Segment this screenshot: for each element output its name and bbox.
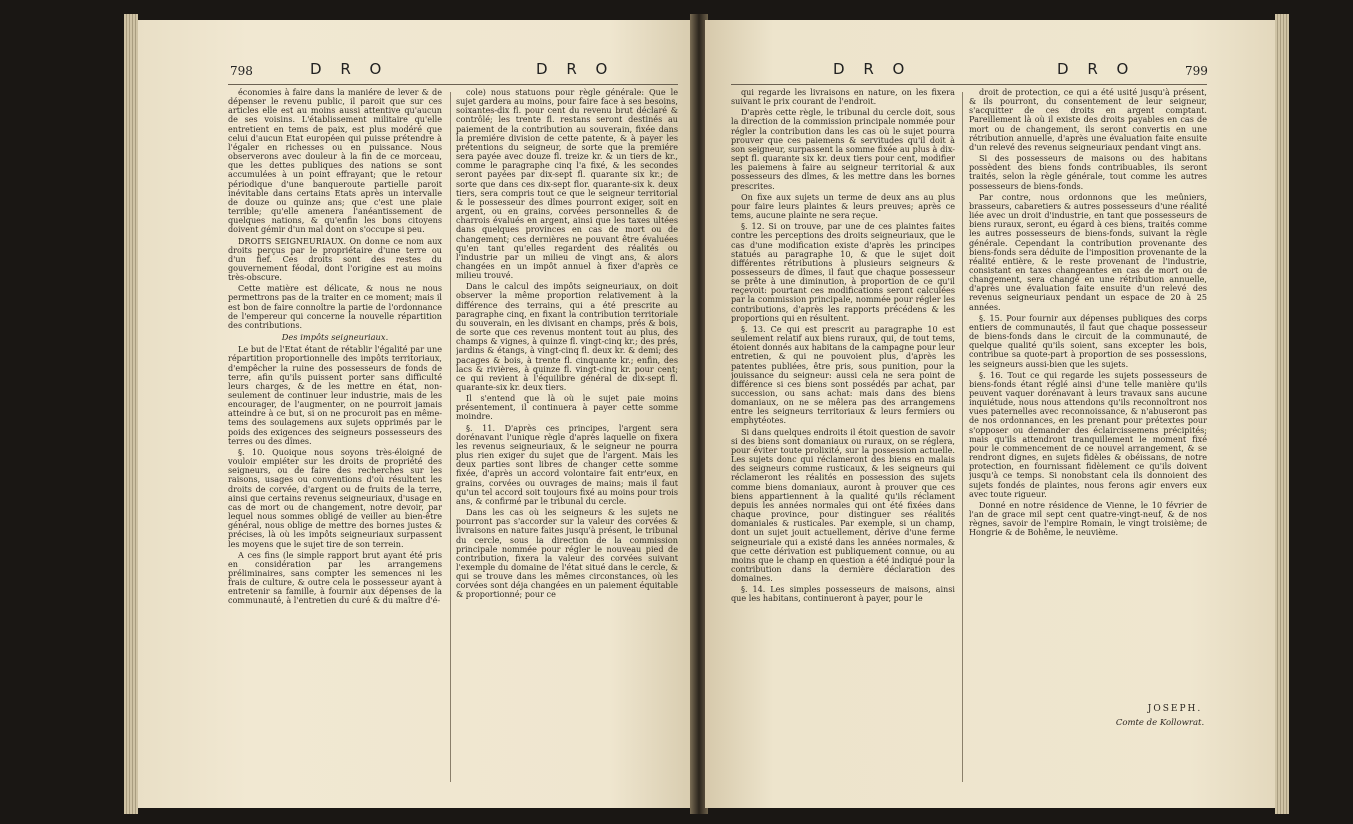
page-number: 799 xyxy=(1185,64,1208,78)
page-number: 798 xyxy=(230,64,253,78)
paragraph: §. 16. Tout ce qui regarde les sujets possesseurs de biens-fonds étant réglé ainsi d'une telle manière qu'ils peuvent vaquer dorénavant à leurs travaux sans aucune inquiétude, nous nous attendons qu'ils reconnoîtront nos vues paternelles avec reconnoissance, & n'abuseront pas de nos ordonnances, en les prenant pour prétextes pour s'opposer ou demander des éclaircissemens précipités; mais qu'ils attendront tranquillement le moment fixé pour le commencement de ce nouvel arrangement, & se rendront dignes, en sujets fidèles & obéissans, de notre protection, en fournissant fidèlement ce qu'ils doivent jusqu'à ce temps. Si nonobstant cela ils donnoient des sujets fondés de plaintes, nous ferons agir envers eux avec toute rigueur. xyxy=(969,369,1207,499)
paragraph: Dans les cas où les seigneurs & les sujets ne pourront pas s'accorder sur la valeur des corvées & livraisons en nature faites jusqu'à présent, le tribunal du cercle, sous la direction de la commission principale nommée pour régler le nouveau pied de contribution, fixera la valeur des corvées suivant l'exemple du domaine de l'état situé dans le cercle, & qui se trouve dans les mêmes circonstances, où les corvées sont déja changées en un paiement équitable & proportionné; pour ce xyxy=(456,507,678,600)
signature: JOSEPH. xyxy=(1147,704,1203,714)
paragraph: §. 14. Les simples possesseurs de maisons, ainsi que les habitans, continueront à payer, pour le xyxy=(731,584,955,604)
paragraph: D'après cette règle, le tribunal du cercle doit, sous la direction de la commission principale nommée pour régler la contribution dans les cas où le sujet pourra prouver que ces paiemens & servitudes qu'il doit à son seigneur, surpassent la somme fixée au plus à dix-sept fl. quarante six kr. deux tiers pour cent, modifier les paiemens à faire au seigneur territorial & aux possesseurs des dîmes, & les mettre dans les bornes prescrites. xyxy=(731,107,955,191)
paragraph: §. 15. Pour fournir aux dépenses publiques des corps entiers de communautés, il faut que chaque possesseur de biens-fonds dans le circuit de la communauté, de quelque qualité qu'ils soient, sans excepter les bois, contribue sa quote-part à proportion de ses possessions, les seigneurs aussi-bien que les sujets. xyxy=(969,312,1207,369)
left-page xyxy=(138,20,693,808)
paragraph: Donné en notre résidence de Vienne, le 10 février de l'an de grace mil sept cent quatre-vingt-neuf, & de nos règnes, savoir de l'empire Romain, le vingt troisième; de Hongrie & de Bohême, le neuvième. xyxy=(969,499,1207,538)
header-rule xyxy=(228,84,678,85)
paragraph: §. 12. Si on trouve, par une de ces plaintes faites contre les perceptions des droits seigneuriaux, que le cas d'une modification existe d'après les principes statués au paragraphe 10, & que le sujet doit différentes rétributions à plusieurs seigneurs & possesseurs de dîmes, il faut que chaque possesseur se prête à une diminution, à proportion de ce qu'il reçevoit: pourtant ces modifications seront calculées par la commission principale, nommée pour régler les contributions, d'après les rapports précédens & les proportions qui en résultent. xyxy=(731,221,955,323)
right-page xyxy=(705,20,1275,808)
paragraph: §. 13. Ce qui est prescrit au paragraphe 10 est seulement relatif aux biens ruraux, qui, de tout tems, étoient donnés aux habitans de la campagne pour leur entretien, & qui ne pouvoient plus, d'après les patentes publiées, être pris, sous punition, pour la jouissance du seigneur: aussi cela ne sera point de différence si ces biens sont possédés par achat, par succession, ou sans achat: mais dans des biens domaniaux, on ne se mêlera pas des arrangemens entre les seigneurs territoriaux & leurs fermiers ou emphytéotes. xyxy=(731,323,955,426)
left-page-column-2 xyxy=(456,88,678,788)
paragraph: Par contre, nous ordonnons que les meûniers, brasseurs, cabaretiers & autres possesseurs d'une réalité liée avec un droit d'industrie, en tant que possesseurs de biens ruraux, seront, eu égard à ces biens, traités comme les autres possesseurs de biens-fonds, suivant la règle générale. Cependant la contribution provenante des biens-fonds sera déduite de l'imposition provenante de la réalité entière, & le reste provenant de l'industrie, consistant en taxes changeantes en cas de mort ou de changement, sera changé en une rétribution annuelle, d'après une évaluation faite ensuite d'un relevé des revenus seigneuriaux pendant un espace de 20 à 25 années. xyxy=(969,191,1207,312)
paragraph: cole) nous statuons pour règle générale: Que le sujet gardera au moins, pour faire face à ses besoins, soixantes-dix fl. pour cent du revenu brut déclaré & contrôlé; les trente fl. restans seront destinés au paiement de la contribution au souverain, fixée dans la premiére division de cette patente, & à payer les prétentions du seigneur, de sorte que la premiére sera payée avec douze fl. treize kr. & un tiers de kr., comme le paragraphe cinq l'a fixé, & les secondes seront payées par dix-sept fl. quarante six kr.; de sorte que dans ces dix-sept flor. quarante-six k. deux tiers, sera compris tout ce que le seigneur territorial & le possesseur des dîmes pourront exiger, soit en argent, ou en grains, corvées personnelles & de charrois évalués en argent, ainsi que les taxes ultées dans quelques provinces en cas de mort ou de changement; ces dernières ne pouvant être évaluées qu'en tant qu'elles regardent des réalités ou l'industrie par un milieu de vingt ans, & alors changées en un impôt annuel à fixer d'après ce milieu trouvé. xyxy=(456,88,678,281)
paragraph: Si des possesseurs de maisons ou des habitans possèdent des biens fonds contribuables, ils seront traités, selon la règle générale, tout comme les autres possesseurs de biens-fonds. xyxy=(969,153,1207,191)
paragraph: Cette matière est délicate, & nous ne nous permettrons pas de la traiter en ce moment; mais il est bon de faire connoître la partie de l'ordonnance de l'empereur qui concerne la nouvelle répartition des contributions. xyxy=(228,283,442,330)
left-page-column-1 xyxy=(228,88,442,788)
right-page-column-1 xyxy=(731,88,955,788)
paragraph: DROITS SEIGNEURIAUX. On donne ce nom aux droits perçus par le propriétaire d'une terre ou d'un fief. Ces droits sont des restes du gouvernement féodal, dont l'origine est au moins très-obscure. xyxy=(228,235,442,283)
running-head: D R O xyxy=(536,60,615,78)
paragraph: économies à faire dans la maniére de lever & de dépenser le revenu public, il paroit que sur ces articles elle est au moins aussi attentive qu'aucun de ses voisins. L'établissement militaire qu'elle entretient en tems de paix, est plus modéré que celui d'aucun Etat européen qui puisse prétendre à l'égaler en richesses ou en puissance. Nous observerons avec douleur à la fin de ce morceau, que les dettes publiques des nations se sont accumulées à un point effrayant; que le retour périodique d'une banqueroute partielle paroit inévitable dans certains Etats après un intervalle de douze ou quinze ans; que c'est une plaie terrible; qu'elle amenera l'anéantissement de quelques nations, & qu'enfin les bons citoyens doivent gémir d'un mal dont on s'occupe si peu. xyxy=(228,88,442,235)
paragraph: Il s'entend que là où le sujet paie moins présentement, il continuera à payer cette somme moindre. xyxy=(456,393,678,422)
paragraph: A ces fins (le simple rapport brut ayant été pris en considération par les arrangemens préliminaires, sans compter les semences ni les frais de culture, & outre cela le possesseur ayant à entretenir sa famille, à fournir aux dépenses de la communauté, à l'entretien du curé & du maître d'é- xyxy=(228,549,442,606)
paragraph: droit de protection, ce qui a été usité jusqu'à présent, & ils pourront, du consentement de leur seigneur, s'acquitter de ces droits en argent comptant. Pareillement là où il existe des droits payables en cas de mort ou de changement, ils seront convertis en une rétribution annuelle, d'après une évaluation faite ensuite d'un relevé des revenus seigneuriaux pendant vingt ans. xyxy=(969,88,1207,152)
running-head: D R O xyxy=(833,60,912,78)
running-head: D R O xyxy=(1057,60,1136,78)
right-page-column-2 xyxy=(969,88,1207,700)
paragraph: Le but de l'Etat étant de rétablir l'égalité par une répartition proportionnelle des impôts territoriaux, d'empêcher la ruine des possesseurs de fonds de terre, afin qu'ils puissent porter sans difficulté leurs charges, & de les mettre en état, non-seulement de continuer leur industrie, mais de les encourager, de l'augmenter, on ne pourroit jamais atteindre à ce but, si on ne procuroit pas en même-tems des soulagemens aux sujets opprimés par le poids des exigences des seigneurs possesseurs des terres ou des dîmes. xyxy=(228,344,442,446)
paragraph: qui regarde les livraisons en nature, on les fixera suivant le prix courant de l'endroit. xyxy=(731,88,955,107)
countersignature: Comte de Kollowrat. xyxy=(1115,718,1205,728)
column-divider xyxy=(450,92,451,782)
running-head: D R O xyxy=(310,60,389,78)
paragraph: On fixe aux sujets un terme de deux ans au plus pour faire leurs plaintes & leurs preuves; après ce tems, aucune plainte ne sera reçue. xyxy=(731,191,955,221)
paragraph: §. 11. D'après ces principes, l'argent sera dorénavant l'unique règle d'après laquelle on fixera les revenus seigneuriaux, & le seigneur ne pourra plus rien exiger du sujet que de l'argent. Mais les deux parties sont libres de changer cette somme fixée, d'après un accord volontaire fait entr'eux, en grains, corvées ou ouvrages de mains; mais il faut qu'un tel accord soit toujours fixé au moins pour trois ans, & confirmé par le tribunal du cercle. xyxy=(456,422,678,506)
section-heading: Des impôts seigneuriaux. xyxy=(281,332,389,343)
column-divider xyxy=(962,92,963,782)
paragraph: Si dans quelques endroits il étoit question de savoir si des biens sont domaniaux ou ruraux, on se réglera, pour éviter toute prolixité, sur la possession actuelle. Les sujets donc qui réclameront des biens en malais des seigneurs comme rusticaux, & les seigneurs qui réclameront les réalités en possession des sujets comme biens domaniaux, auront à prouver que ces biens appartiennent à la qualité qu'ils réclament depuis les années normales qui ont été fixées dans chaque province, pour distinguer ses réalités domaniales & rusticales. Par exemple, si un champ, dont un sujet jouit actuellement, dérive d'une ferme seigneuriale qui a existé dans les années normales, & que cette dérivation est publiquement connue, ou au moins que le champ en question a été indiqué pour la contribution dans la dernière déclaration des domaines. xyxy=(731,426,955,584)
paragraph: §. 10. Quoique nous soyons très-éloigné de vouloir empiéter sur les droits de propriété des seigneurs, ou de faire des recherches sur les raisons, usages ou conventions d'où résultent les droits de corvée, d'argent ou de fruits de la terre, ainsi que certains revenus seigneuriaux, d'usage en cas de mort ou de changement, notre devoir, par lequel nous sommes obligé de veiller au bien-être général, nous oblige de mettre des bornes justes & précises, là où les impôts seigneuriaux surpassent les moyens que le sujet tire de son terrein. xyxy=(228,446,442,549)
right-page-edges xyxy=(1275,14,1289,814)
header-rule xyxy=(731,84,1207,85)
left-page-edges xyxy=(124,14,138,814)
paragraph: Dans le calcul des impôts seigneuriaux, on doit observer la même proportion relativement à la différence des terrains, qui a été prescrite au paragraphe cinq, en fixant la contribution territoriale du souverain, en les divisant en champs, prés & bois, de sorte que ces revenus montent tout au plus, des champs & vignes, à quinze fl. vingt-cinq kr.; des prés, jardins & étangs, à vingt-cinq fl. deux kr. & demi; des pacages & bois, à trente fl. cinquante kr.; enfin, des lacs & rivières, à quinze fl. vingt-cinq kr. pour cent; ce qui revient à l'équilibre général de dix-sept fl. quarante-six kr. deux tiers. xyxy=(456,281,678,392)
